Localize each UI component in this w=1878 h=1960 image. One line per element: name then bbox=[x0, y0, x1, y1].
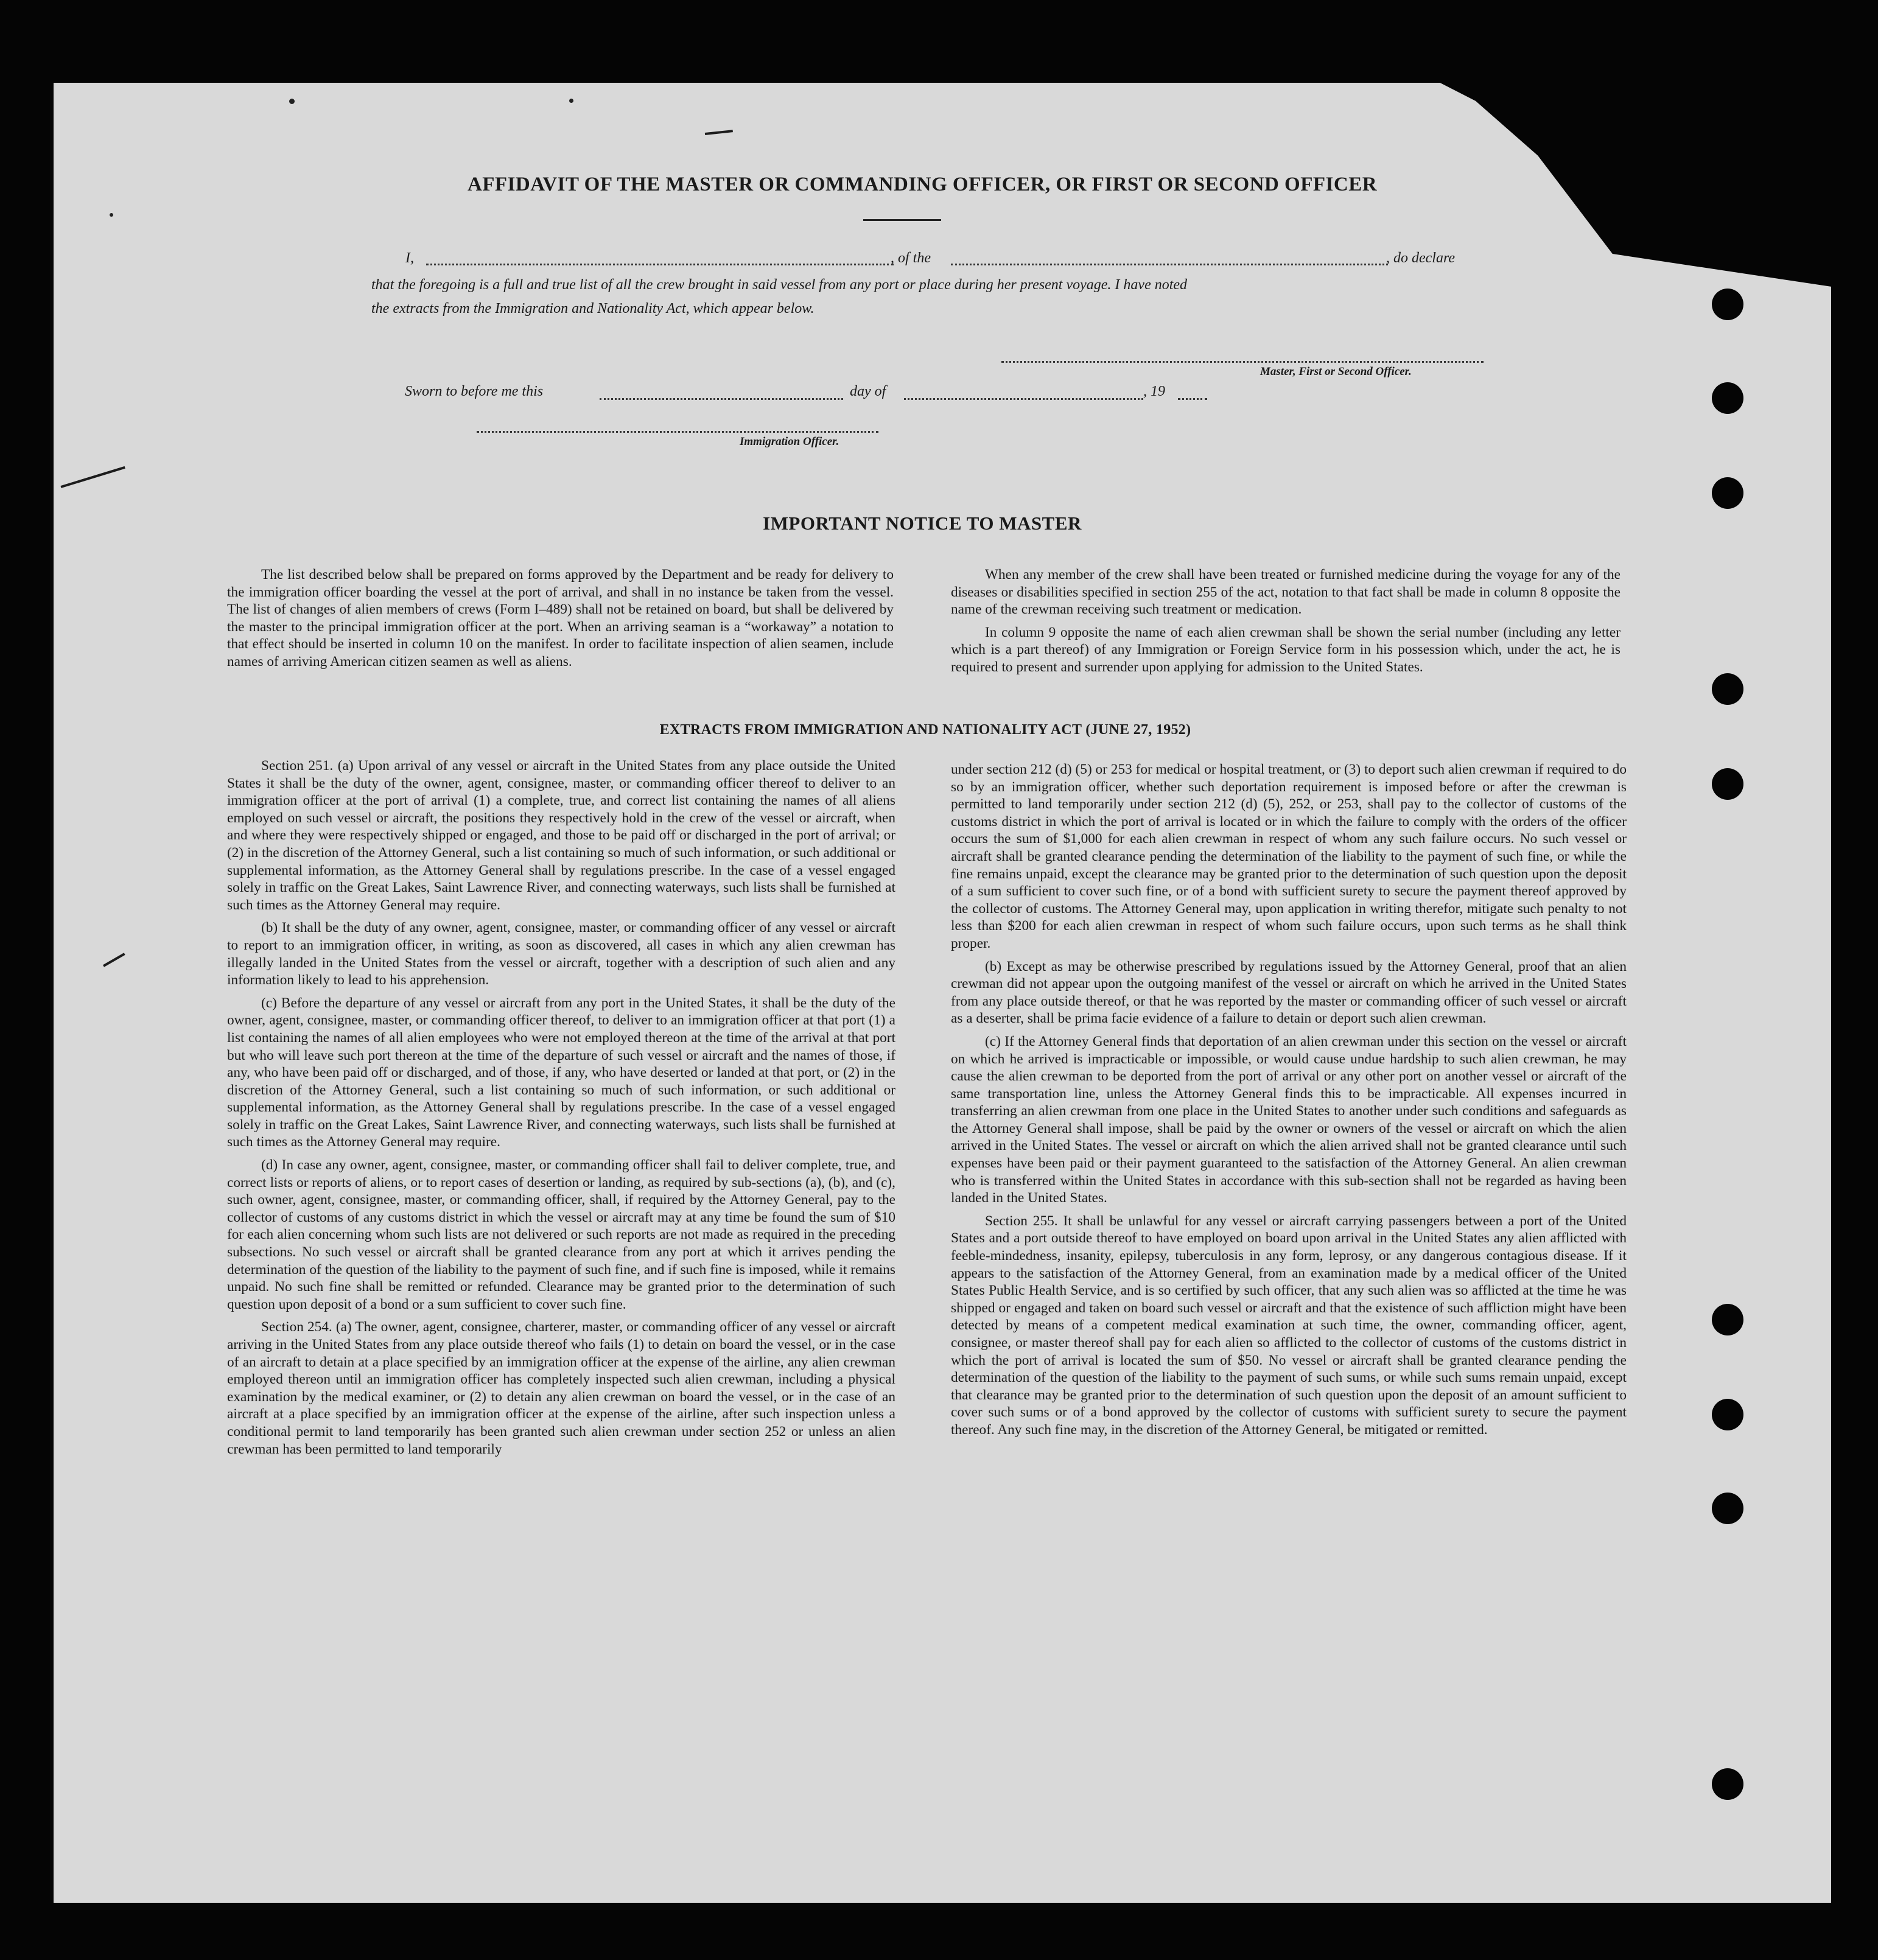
punch-hole bbox=[1712, 382, 1743, 414]
notice-paragraph: In column 9 opposite the name of each alien crewman shall be shown the serial number (including any letter which is a part thereof) of any Immigration or Foreign Service form in his possession which, under the act, he is required to present and surrender upon applying for admission to the United States. bbox=[951, 624, 1620, 675]
punch-hole bbox=[1712, 673, 1743, 705]
notice-title: IMPORTANT NOTICE TO MASTER bbox=[763, 513, 1082, 534]
punch-hole bbox=[1712, 477, 1743, 509]
punch-hole bbox=[1712, 1493, 1743, 1524]
affidavit-title: AFFIDAVIT OF THE MASTER OR COMMANDING OFFICER, OR FIRST OR SECOND OFFICER bbox=[467, 173, 1378, 195]
statute-paragraph: (d) In case any owner, agent, consignee, master, or commanding officer shall fail to deliver complete, true, and correct lists or reports of aliens, or to report cases of desertion or landing, as required by sub-sections (a), (b), and (c), such owner, agent, consignee, master, or commanding officer, shall, if required by the Attorney General, pay to the collector of customs of any customs district in which the vessel or aircraft may at any time be found the sum of $10 for each alien concerning whom such lists are not delivered or such reports are not made as required in the preceding subsections. No such vessel or aircraft shall be granted clearance from any port at which it arrives pending the determination of the question of the liability to the payment of such fine, and if such fine is imposed, while it remains unpaid. No such fine shall be remitted or refunded. Clearance may be granted prior to the determination of such question upon deposit of a bond or a sum sufficient to cover such fine. bbox=[227, 1157, 895, 1312]
punch-hole bbox=[1712, 768, 1743, 800]
sworn-day-of: day of bbox=[850, 383, 886, 399]
master-signature-line[interactable] bbox=[1001, 361, 1484, 363]
sworn-day-field[interactable] bbox=[600, 398, 843, 400]
sworn-month-field[interactable] bbox=[904, 398, 1143, 400]
scan-speck bbox=[569, 99, 573, 103]
declaration-text-line: that the foregoing is a full and true list of all the crew brought in said vessel from any port or place during her present voyage. I have noted bbox=[371, 277, 1188, 293]
punch-hole bbox=[1712, 1399, 1743, 1430]
statute-paragraph: (c) If the Attorney General finds that deportation of an alien crewman under this section on the vessel or aircraft on which he arrived is impracticable or impossible, or would cause undue hardship to such alien crewman, he may cause the alien crewman to be deported from the port of arrival or any other port on another vessel or aircraft of the same transportation line, unless the Attorney General finds this to be impracticable. All expenses incurred in transferring an alien crewman from one place in the United States to another under such conditions and safeguards as the Attorney General shall impose, shall be paid by the owner or owners of the vessel or aircraft on which the alien arrived in the United States. The vessel or aircraft on which the alien arrived shall not be granted clearance until such expenses have been paid or their payment guaranteed to the satisfaction of the Attorney General. An alien crewman who is transferred within the United States in accordance with this sub-section shall not be regarded as having been landed in the United States. bbox=[951, 1033, 1627, 1206]
notice-left-column bbox=[227, 566, 894, 676]
extracts-right-column bbox=[951, 761, 1627, 1444]
master-signature-caption: Master, First or Second Officer. bbox=[1260, 365, 1412, 378]
declaration-text-line: the extracts from the Immigration and Nationality Act, which appear below. bbox=[371, 301, 815, 317]
statute-paragraph: Section 254. (a) The owner, agent, consignee, charterer, master, or commanding officer of any vessel or aircraft arriving in the United States from any place outside thereof who fails (1) to detain on board the vessel, or in the case of an aircraft to detain at a place specified by an immigration officer at the expense of the airline, any alien crewman employed thereon until an immigration officer has completely inspected such alien crewman, including a physical examination by the medical examiner, or (2) to detain any alien crewman on board the vessel, or in the case of an aircraft at a place specified by an immigration officer at the expense of the airline, after such inspection unless a conditional permit to land temporarily has been granted such alien crewman under section 252 or unless an alien crewman has been permitted to land temporarily bbox=[227, 1319, 895, 1457]
notice-paragraph: The list described below shall be prepared on forms approved by the Department and be ready for delivery to the immigration officer boarding the vessel at the port of arrival, and shall in no instance be taken from the vessel. The list of changes of alien members of crews (Form I–489) shall not be retained on board, but shall be delivered by the master to the principal immigration officer at the port. When an arriving seaman is a “workaway” a notation to that effect should be inserted in column 10 on the manifest. In order to facilitate inspection of alien seamen, include names of arriving American citizen seamen as well as aliens. bbox=[227, 567, 894, 670]
statute-paragraph: Section 255. It shall be unlawful for any vessel or aircraft carrying passengers between a port of the United States and a port outside thereof to have employed on board upon arrival in the United States any alien afflicted with feeble-mindedness, insanity, epilepsy, tuberculosis in any form, leprosy, or any dangerous contagious disease. If it appears to the satisfaction of the Attorney General, from an examination made by a medical officer of the United States Public Health Service, and is so certified by such officer, that any such alien was so afflicted at the time he was shipped or engaged and taken on board such vessel or aircraft and that the existence of such affliction might have been detected by means of a competent medical examination at such time, the owner, commanding officer, agent, consignee, or master thereof shall pay for each alien so afflicted to the collector of customs of the customs district in which the port of arrival is located the sum of $50. No vessel or aircraft shall be granted clearance pending the determination of the question of the liability to the payment of such sums, or while such sums remain unpaid, except that clearance may be granted prior to the determination of such question upon the deposit of an amount sufficient to cover such sums or of a bond approved by the collector of customs with sufficient surety to secure the payment thereof. Any such fine may, in the discretion of the Attorney General, be mitigated or remitted. bbox=[951, 1213, 1627, 1438]
extracts-left-column bbox=[227, 757, 895, 1463]
title-divider bbox=[863, 219, 941, 221]
scan-speck bbox=[289, 99, 295, 104]
extracts-title: EXTRACTS FROM IMMIGRATION AND NATIONALITY ACT (JUNE 27, 1952) bbox=[659, 722, 1191, 738]
statute-paragraph: (b) It shall be the duty of any owner, agent, consignee, master, or commanding officer of any vessel or aircraft to report to an immigration officer, in writing, as soon as discovered, all cases in which any alien crewman has illegally landed in the United States from the vessel or aircraft, together with a description of such alien and any information likely to lead to his apprehension. bbox=[227, 920, 895, 989]
scan-speck bbox=[110, 213, 113, 217]
vessel-prefix: , of the bbox=[891, 250, 931, 266]
statute-paragraph: Section 251. (a) Upon arrival of any vessel or aircraft in the United States from any place outside the United States it shall be the duty of the owner, agent, consignee, master, or commanding officer thereof to deliver to an immigration officer at the port of arrival (1) a complete, true, and correct list containing the names of all aliens employed on such vessel or aircraft, the positions they respectively hold in the crew of the vessel or aircraft, when and where they were respectively shipped or engaged, and those to be paid off or discharged in the port of arrival; or (2) in the discretion of the Attorney General, such a list containing so much of such information, or such additional or supplemental information, as the Attorney General shall by regulations prescribe. In the case of a vessel engaged solely in traffic on the Great Lakes, Saint Lawrence River, and connecting waterways, such lists shall be furnished at such times as the Attorney General may require. bbox=[227, 758, 895, 913]
punch-hole bbox=[1712, 289, 1743, 320]
statute-paragraph: under section 212 (d) (5) or 253 for medical or hospital treatment, or (3) to deport such alien crewman if required to do so by an immigration officer, whether such deportation requirement is imposed before or after the crewman is permitted to land temporarily under section 212 (d) (5), 252, or 253, shall pay to the collector of customs of the customs district in which the port of arrival is located or in which the failure to comply with the orders of the officer occurs the sum of $1,000 for each alien crewman in respect of whom any such failure occurs. No such vessel or aircraft shall be granted clearance pending the determination of the liability to the payment of such fine, or while the fine remains unpaid, except the clearance may be granted prior to the determination of such question upon the deposit of a sum sufficient to cover such fine, or of a bond with sufficient surety to secure the payment thereof approved by the collector of customs. The Attorney General may, upon application in writing therefor, mitigate such penalty to not less than $200 for each alien crewman in respect of whom such failure occurs, upon such terms as he shall think proper. bbox=[951, 761, 1627, 951]
statute-paragraph: (c) Before the departure of any vessel or aircraft from any port in the United States, it shall be the duty of the owner, agent, consignee, master, or commanding officer thereof, to deliver to an immigration officer at that port (1) a list containing the names of all alien employees who were not employed thereon at the time of the arrival at that port but who will leave such port thereon at the time of the departure of such vessel or aircraft and the names of those, if any, who have been paid off or discharged, and of those, if any, who have deserted or landed at that port, or (2) in the discretion of the Attorney General, such a list containing so much of such information, or such additional or supplemental information, as the Attorney General shall by regulations prescribe. In the case of a vessel engaged solely in traffic on the Great Lakes, Saint Lawrence River, and connecting waterways, such lists shall be furnished at such times as the Attorney General may require. bbox=[227, 995, 895, 1150]
declare-suffix: , do declare bbox=[1386, 250, 1456, 266]
notice-paragraph: When any member of the crew shall have been treated or furnished medicine during the voyage for any of the diseases or disabilities specified in section 255 of the act, notation to that fact shall be made in column 8 opposite the name of the crewman receiving such treatment or medication. bbox=[951, 567, 1620, 618]
declarant-name-field[interactable] bbox=[426, 264, 894, 265]
sworn-prefix: Sworn to before me this bbox=[405, 383, 544, 399]
immigration-officer-signature-line[interactable] bbox=[477, 431, 878, 433]
vessel-name-field[interactable] bbox=[951, 264, 1388, 265]
punch-hole bbox=[1712, 1768, 1743, 1800]
sworn-year-field[interactable] bbox=[1178, 398, 1207, 400]
punch-hole bbox=[1712, 1304, 1743, 1335]
sworn-year-prefix: , 19 bbox=[1143, 383, 1165, 399]
immigration-officer-caption: Immigration Officer. bbox=[740, 435, 839, 448]
declarant-prefix: I, bbox=[405, 250, 414, 266]
statute-paragraph: (b) Except as may be otherwise prescribed by regulations issued by the Attorney General, proof that an alien crewman did not appear upon the outgoing manifest of the vessel or aircraft on which he arrived in the United States from any place outside thereof, or that he was reported by the master or commanding officer of such vessel or aircraft as a deserter, shall be prima facie evidence of a failure to detain or deport such alien crewman. bbox=[951, 958, 1627, 1027]
notice-right-column bbox=[951, 566, 1620, 682]
